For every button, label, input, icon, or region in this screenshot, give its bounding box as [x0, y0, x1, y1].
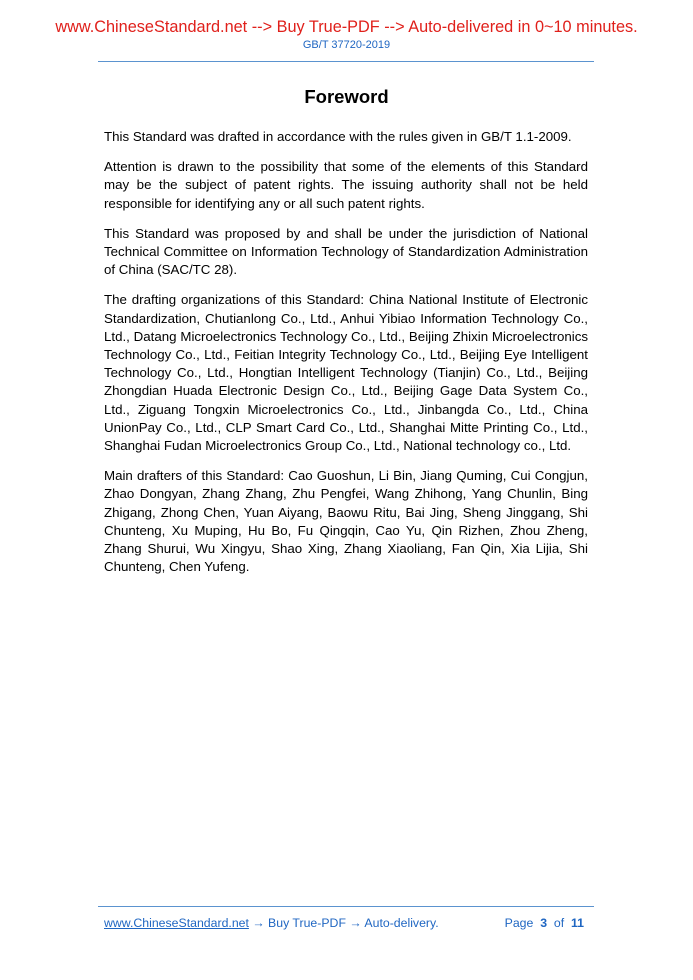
paragraph-main-drafters: Main drafters of this Standard: Cao Guoshun, Li Bin, Jiang Quming, Cui Congjun, Zhao Dongyan, Zhang Zhang, Zhu Pengfei, Wang Zhihong, Yang Chunlin, Bing Zhigang, Zhong Chen, Yuan Aiyang, Baowu Ritu, Bai Jing, Sheng Jinggang, Shi Chunteng, Xu Muping, Hu Bo, Fu Qingqin, Cao Yu, Qin Rizhen, Zhou Zheng, Zhang Shurui, Wu Xingyu, Shao Xing, Zhang Xiaoliang, Fan Qin, Xia Lijia, Shi Chunteng, Chen Yufeng. — [104, 468, 588, 575]
page-title: Foreword — [304, 86, 389, 107]
footer-promo — [104, 916, 439, 930]
page-of: of — [553, 916, 565, 930]
page-label: Page — [504, 916, 534, 930]
header-divider — [98, 61, 594, 62]
paragraph-patent-notice: Attention is drawn to the possibility that some of the elements of this Standard may be the subject of patent rights. The issuing authority shall not be held responsible for identifying any or all such patent rights. — [104, 159, 588, 211]
footer-divider — [98, 906, 594, 907]
page-current: 3 — [540, 916, 548, 930]
page-total: 11 — [571, 916, 584, 930]
paragraph-drafting-rules: This Standard was drafted in accordance with the rules given in GB/T 1.1-2009. — [104, 129, 572, 144]
foreword-body — [104, 128, 588, 588]
paragraph-jurisdiction: This Standard was proposed by and shall be under the jurisdiction of National Technical Committee on Information Technology of Standardization Administration of China (SAC/TC 28). — [104, 225, 588, 278]
footer-tagline: → Buy True-PDF → Auto-delivery. — [248, 916, 439, 930]
document-code: GB/T 37720-2019 — [302, 39, 391, 51]
page-number — [505, 916, 584, 930]
top-banner[interactable]: www.ChineseStandard.net --> Buy True-PDF --> Auto-delivered in 0~10 minutes. — [55, 18, 638, 36]
paragraph-drafting-organizations: The drafting organizations of this Standard: China National Institute of Electronic Standardization, Chutianlong Co., Ltd., Anhui Yibiao Information Technology Co., Ltd., Datang Microelectronics Technology Co., Ltd., Beijing Zhixin Microelectronics Technology Co., Ltd., Feitian Integrity Technology Co., Ltd., Beijing Eye Intelligent Technology Co., Ltd., Hongtian Intelligent Technology (Tianjin) Co., Ltd., Beijing Zhongdian Huada Electronic Design Co., Ltd., Beijing Gage Data System Co., Ltd., Ziguang Tongxin Microelectronics Co., Ltd., Jinbangda Co., Ltd., China UnionPay Co., Ltd., CLP Smart Card Co., Ltd., Shanghai Mitte Printing Co., Ltd., Shanghai Fudan Microelectronics Group Co., Ltd., National technology co., Ltd. — [104, 292, 588, 454]
footer-site-link[interactable]: www.ChineseStandard.net — [104, 916, 249, 930]
